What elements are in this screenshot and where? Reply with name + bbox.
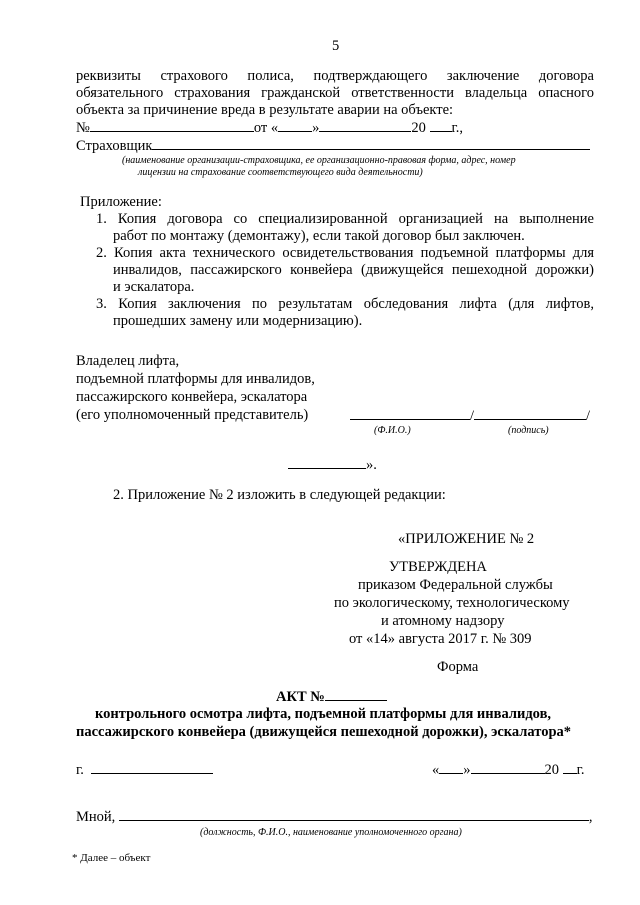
date-close: » xyxy=(463,762,471,778)
act-number-field[interactable] xyxy=(325,688,387,701)
slash-2: / xyxy=(586,408,591,424)
year-suffix: г., xyxy=(451,120,464,136)
act-city-line xyxy=(76,761,213,779)
approved-line-2: по экологическому, технологическому xyxy=(334,595,570,611)
owner-line-3: пассажирского конвейера, эскалатора xyxy=(76,389,308,405)
attachment-3-line-1: 3. Копия заключения по результатам обследования лифта (для лифтов, xyxy=(96,296,594,312)
insurer-note-2: лицензии на страхование соответствующего вида деятельности) xyxy=(138,167,423,178)
by-me-note: (должность, Ф.И.О., наименование уполномоченного органа) xyxy=(200,827,462,838)
closing-field[interactable] xyxy=(288,456,366,469)
act-date-line xyxy=(432,761,585,779)
by-me-label: Мной, xyxy=(76,809,116,825)
insurer-note-1: (наименование организации-страховщика, ее организационно-правовая форма, адрес, номер xyxy=(122,155,516,166)
insurer-field[interactable] xyxy=(152,137,590,150)
act-month-field[interactable] xyxy=(471,761,545,774)
section-2: 2. Приложение № 2 изложить в следующей редакции: xyxy=(113,487,446,503)
owner-line-4: (его уполномоченный представитель) xyxy=(76,407,309,423)
owner-signature-line xyxy=(350,407,590,425)
owner-sign-field[interactable] xyxy=(474,407,586,420)
city-field[interactable] xyxy=(91,761,213,774)
form-label: Форма xyxy=(437,659,479,675)
from-label: от « xyxy=(253,120,279,136)
act-title: АКТ № xyxy=(276,689,325,705)
act-subtitle-2: пассажирского конвейера (движущейся пешеходной дорожки), эскалатора* xyxy=(76,724,572,740)
closing-quote: ». xyxy=(366,457,377,473)
attachment-2-line-1: 2. Копия акта технического освидетельствования подъемной платформы для xyxy=(96,245,594,261)
owner-fio-field[interactable] xyxy=(350,407,470,420)
year-prefix: 20 xyxy=(411,120,426,136)
approved-line-3: и атомному надзору xyxy=(381,613,505,629)
policy-line-1: реквизиты страхового полиса, подтверждающего заключение договора xyxy=(76,68,594,84)
act-subtitle-1: контрольного осмотра лифта, подъемной платформы для инвалидов, xyxy=(95,706,552,722)
insurer-line xyxy=(76,137,590,155)
approved-label: УТВЕРЖДЕНА xyxy=(389,559,487,575)
insurer-label: Страховщик xyxy=(76,138,153,154)
owner-line-2: подъемной платформы для инвалидов, xyxy=(76,371,315,387)
attachments-title: Приложение: xyxy=(80,194,162,210)
policy-year-field[interactable] xyxy=(430,119,452,132)
attachment-3-line-2: прошедших замену или модернизацию). xyxy=(113,313,363,329)
act-title-line xyxy=(276,688,387,706)
appendix-title: «ПРИЛОЖЕНИЕ № 2 xyxy=(398,531,535,547)
policy-month-field[interactable] xyxy=(319,119,411,132)
city-label: г. xyxy=(76,762,84,778)
slash-1: / xyxy=(470,408,475,424)
page-number: 5 xyxy=(332,38,340,54)
by-me-field[interactable] xyxy=(119,808,589,821)
policy-number-line xyxy=(76,119,463,137)
policy-day-field[interactable] xyxy=(278,119,312,132)
approved-line-1: приказом Федеральной службы xyxy=(358,577,553,593)
attachment-2-line-3: и эскалатора. xyxy=(113,279,195,295)
owner-line-1: Владелец лифта, xyxy=(76,353,180,369)
number-label: № xyxy=(76,120,90,136)
policy-line-3: объекта за причинение вреда в результате аварии на объекте: xyxy=(76,102,454,118)
policy-line-2: обязательного страхования гражданской ответственности владельца опасного xyxy=(76,85,594,101)
closing-line xyxy=(288,456,377,474)
date-open: « xyxy=(432,762,440,778)
by-me-line xyxy=(76,808,593,826)
footnote: * Далее – объект xyxy=(72,852,151,864)
act-year-field[interactable] xyxy=(563,761,577,774)
quote-close: » xyxy=(312,120,320,136)
by-me-comma: , xyxy=(588,809,593,825)
attachment-1-line-2: работ по монтажу (демонтажу), если такой договор был заключен. xyxy=(113,228,525,244)
act-year-g: г. xyxy=(576,762,585,778)
attachment-2-line-2: инвалидов, пассажирского конвейера (движущейся пешеходной дорожки) xyxy=(113,262,594,278)
fio-caption: (Ф.И.О.) xyxy=(374,425,411,436)
sign-caption: (подпись) xyxy=(508,425,549,436)
policy-number-field[interactable] xyxy=(90,119,254,132)
act-year: 20 xyxy=(544,762,559,778)
approved-line-4: от «14» августа 2017 г. № 309 xyxy=(349,631,532,647)
attachment-1-line-1: 1. Копия договора со специализированной организацией на выполнение xyxy=(96,211,594,227)
act-day-field[interactable] xyxy=(439,761,463,774)
